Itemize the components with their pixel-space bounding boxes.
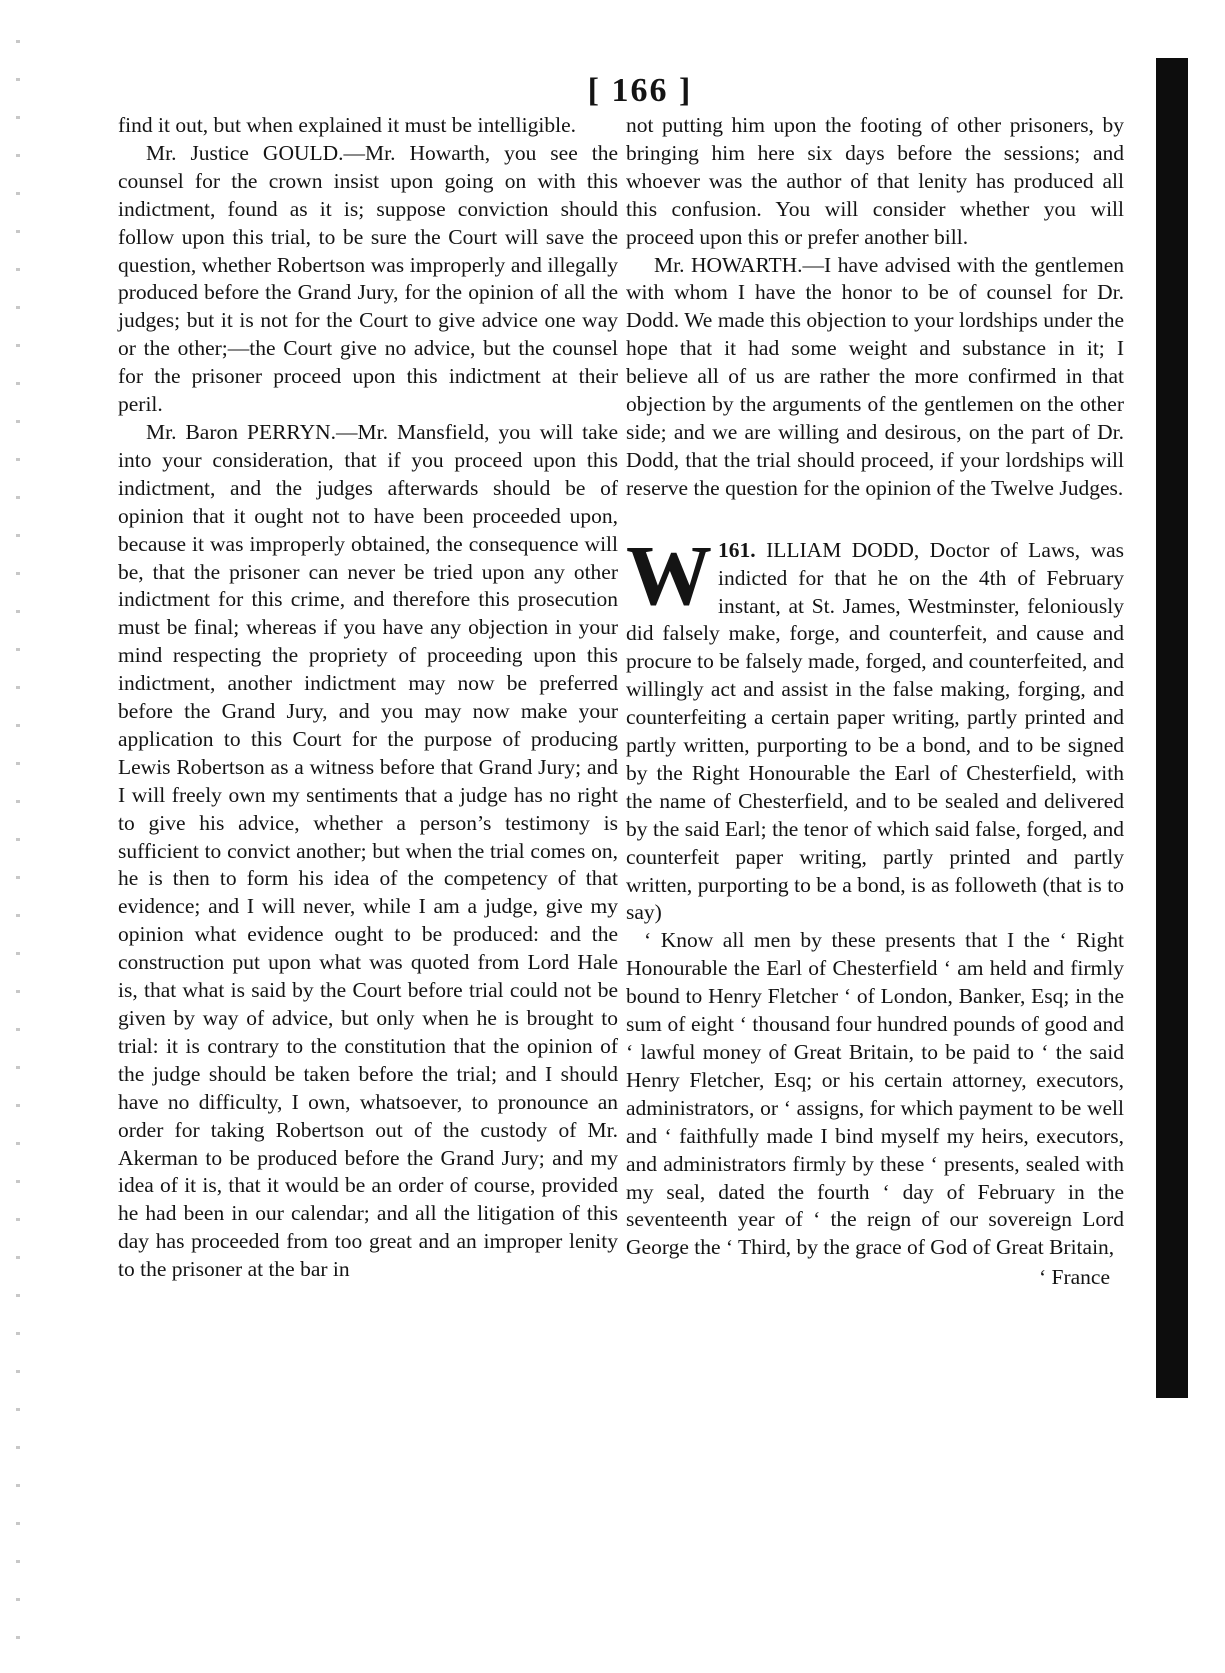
paragraph-continuation-right: not putting him upon the footing of other prisoners, by bringing him here six days before the sessions; and whoever was the author of that lenity has produced all this confusion. You will consider whether you will proceed upon this or prefer another bill. xyxy=(626,113,1124,249)
paragraph-baron-perryn: Mr. Baron PERRYN.—Mr. Mansfield, you will take into your consideration, that if you proceed upon this indictment, and the judges afterwards should be of opinion that it ought not to have been proceeded upon, because it was improperly obtained, the consequence will be, that the prisoner can never be tried upon any other indictment for this crime, and therefore this prosecution must be final; whereas if you have any objection in your mind respecting the propriety of proceeding upon this indictment, another indictment may now be preferred before the Grand Jury, and you may now make your application to this Court for the purpose of producing Lewis Robertson as a witness before that Grand Jury; and I will freely own my sentiments that a judge has no right to give his advice, whether a person’s testimony is sufficient to convict another; but when the trial comes on, he is then to form his idea of the competency of that evidence; and I will never, while I am a judge, give my opinion what evidence ought to be produced: and the construction put upon what was quoted from Lord Hale is, that what is said by the Court before trial could not be given by way of advice, but only when he is brought to trial: it is contrary to the constitution that the opinion of the judge should be taken before the trial; and I should have no difficulty, I own, whatsoever, to pronounce an order for taking Robertson out of the custody of Mr. Akerman to be produced before the Grand Jury; and my idea of it is, that it would be an order of course, provided he had been in our calendar; and all the litigation of this day has proceeded from too great and an improper lenity to the prisoner at the bar in xyxy=(118,419,618,1282)
catchword: ‘ France xyxy=(1038,1265,1110,1290)
page-number: [ 166 ] xyxy=(587,72,693,109)
scan-edge-shadow xyxy=(1156,58,1188,1398)
margin-scan-marks xyxy=(16,40,20,1640)
case-entry-161 xyxy=(626,526,1125,928)
paragraph-justice-gould: Mr. Justice GOULD.—Mr. Howarth, you see the counsel for the crown insist upon going on with this indictment, found as it is; suppose conviction should follow upon this trial, to be sure the Court will save the question, whether Robertson was improperly and illegally produced before the Grand Jury, for the opinion of all the judges; but it is not for the Court to give advice one way or the other;—the Court give no advice, but the counsel for the prisoner proceed upon this indictment at their peril. xyxy=(118,140,618,417)
case-number: 161. xyxy=(718,537,756,562)
drop-cap-initial: W xyxy=(626,526,712,623)
bond-text: ‘ Know all men by these presents that I the ‘ Right Honourable the Earl of Chesterfield ‘ am held and firmly bound to Henry Fletcher ‘ of London, Banker, Esq; in the sum of eight ‘ thousand four hundred pounds of good and ‘ lawful money of Great Britain, to be paid to ‘ the said Henry Fletcher, Esq; or his certain attorney, executors, administrators, or ‘ assigns, for which payment to be well and ‘ faithfully made I bind myself my heirs, executors, and administrators firmly by these ‘ presents, sealed with my seal, dated the fourth ‘ day of February in the seventeenth year of ‘ the reign of our sovereign Lord George the ‘ Third, by the grace of God of Great Britain, xyxy=(626,928,1124,1260)
left-column xyxy=(118,112,618,1284)
case-entry-text: ILLIAM DODD, Doctor of Laws, was indicted for that he on the 4th of February instant, at St. James, Westminster, feloniously did falsely make, forge, and counterfeit, and cause and procure to be falsely made, forged, and counterfeited, and willingly act and assist in the false making, forging, and counterfeiting a certain paper writing, partly printed and partly written, purporting to be a bond, and to be signed by the Right Honourable the Earl of Chesterfield, with the name of Chesterfield, and to be sealed and delivered by the said Earl; the tenor of which said false, forged, and counterfeit paper writing, partly printed and partly written, purporting to be a bond, is as followeth (that is to say) xyxy=(626,537,1125,925)
paragraph-howarth: Mr. HOWARTH.—I have advised with the gentlemen with whom I have the honor to be of counsel for Dr. Dodd. We made this objection to your lordships under the hope that it had some weight and substance in it; I believe all of us are rather the more confirmed in that objection by the arguments of the gentlemen on the other side; and we are willing and desirous, on the part of Dr. Dodd, that the trial should proceed, if your lordships will reserve the question for the opinion of the Twelve Judges. xyxy=(626,252,1124,500)
right-column xyxy=(626,112,1124,1292)
paragraph-continuation: find it out, but when explained it must be intelligible. xyxy=(118,113,576,137)
